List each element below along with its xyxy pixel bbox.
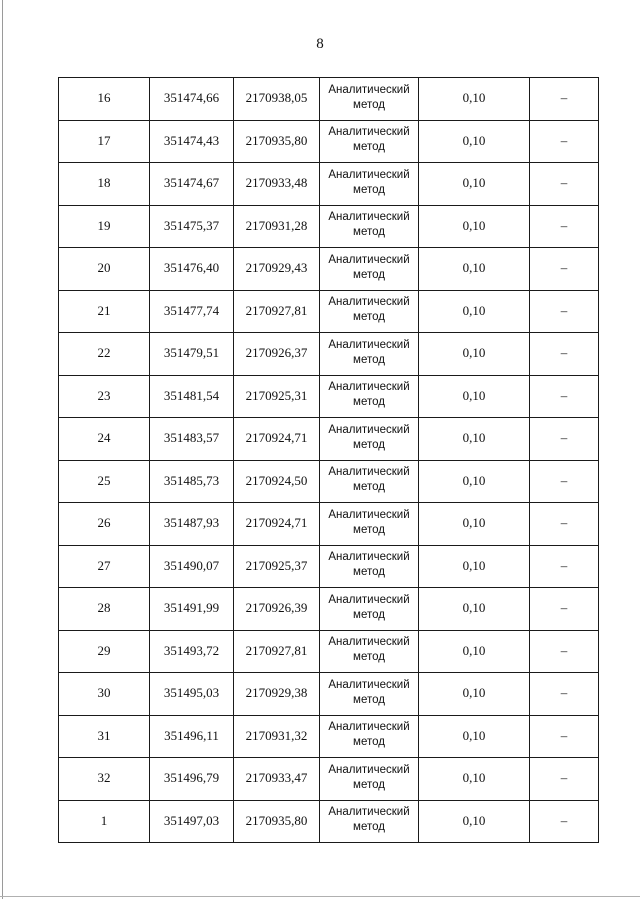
accuracy-cell: 0,10 xyxy=(419,205,530,248)
table-row xyxy=(59,758,599,801)
description-cell: – xyxy=(530,800,599,843)
table-row xyxy=(59,673,599,716)
method-cell xyxy=(320,460,419,503)
x-coordinate-cell: 351475,37 xyxy=(150,205,234,248)
method-cell xyxy=(320,333,419,376)
point-number-cell: 32 xyxy=(59,758,150,801)
point-number-cell: 29 xyxy=(59,630,150,673)
method-line-1: Аналитический xyxy=(328,593,410,606)
point-number-cell: 22 xyxy=(59,333,150,376)
accuracy-cell: 0,10 xyxy=(419,503,530,546)
method-cell xyxy=(320,418,419,461)
accuracy-cell: 0,10 xyxy=(419,758,530,801)
method-line-1: Аналитический xyxy=(328,721,410,734)
method-line-1: Аналитический xyxy=(328,253,410,266)
y-coordinate-cell: 2170931,32 xyxy=(234,715,320,758)
method-cell xyxy=(320,545,419,588)
table-row xyxy=(59,290,599,333)
point-number-cell: 20 xyxy=(59,248,150,291)
method-line-2: метод xyxy=(353,566,385,579)
method-line-1: Аналитический xyxy=(328,636,410,649)
y-coordinate-cell: 2170929,43 xyxy=(234,248,320,291)
description-cell: – xyxy=(530,758,599,801)
point-number-cell: 18 xyxy=(59,163,150,206)
method-cell xyxy=(320,248,419,291)
scan-edge-left xyxy=(2,0,3,899)
point-number-cell: 19 xyxy=(59,205,150,248)
table-row xyxy=(59,630,599,673)
method-line-1: Аналитический xyxy=(328,211,410,224)
y-coordinate-cell: 2170924,50 xyxy=(234,460,320,503)
method-line-2: метод xyxy=(353,141,385,154)
page-number: 8 xyxy=(316,36,324,52)
x-coordinate-cell: 351474,66 xyxy=(150,78,234,121)
table-row xyxy=(59,205,599,248)
method-cell xyxy=(320,205,419,248)
method-cell xyxy=(320,588,419,631)
x-coordinate-cell: 351474,67 xyxy=(150,163,234,206)
method-line-2: метод xyxy=(353,736,385,749)
table-row xyxy=(59,248,599,291)
method-line-2: метод xyxy=(353,821,385,834)
table-row xyxy=(59,333,599,376)
y-coordinate-cell: 2170927,81 xyxy=(234,290,320,333)
y-coordinate-cell: 2170924,71 xyxy=(234,418,320,461)
accuracy-cell: 0,10 xyxy=(419,248,530,291)
method-line-1: Аналитический xyxy=(328,126,410,139)
method-line-2: метод xyxy=(353,608,385,621)
table-row xyxy=(59,120,599,163)
method-line-2: метод xyxy=(353,226,385,239)
accuracy-cell: 0,10 xyxy=(419,163,530,206)
point-number-cell: 1 xyxy=(59,800,150,843)
description-cell: – xyxy=(530,333,599,376)
description-cell: – xyxy=(530,163,599,206)
method-line-2: метод xyxy=(353,183,385,196)
x-coordinate-cell: 351481,54 xyxy=(150,375,234,418)
description-cell: – xyxy=(530,673,599,716)
point-number-cell: 25 xyxy=(59,460,150,503)
x-coordinate-cell: 351474,43 xyxy=(150,120,234,163)
method-line-1: Аналитический xyxy=(328,508,410,521)
method-line-1: Аналитический xyxy=(328,296,410,309)
x-coordinate-cell: 351479,51 xyxy=(150,333,234,376)
accuracy-cell: 0,10 xyxy=(419,630,530,673)
description-cell: – xyxy=(530,120,599,163)
accuracy-cell: 0,10 xyxy=(419,120,530,163)
point-number-cell: 21 xyxy=(59,290,150,333)
method-cell xyxy=(320,673,419,716)
table-row xyxy=(59,375,599,418)
y-coordinate-cell: 2170935,80 xyxy=(234,120,320,163)
method-line-1: Аналитический xyxy=(328,338,410,351)
method-line-2: метод xyxy=(353,778,385,791)
method-cell xyxy=(320,503,419,546)
description-cell: – xyxy=(530,78,599,121)
method-line-2: метод xyxy=(353,311,385,324)
accuracy-cell: 0,10 xyxy=(419,545,530,588)
x-coordinate-cell: 351491,99 xyxy=(150,588,234,631)
y-coordinate-cell: 2170935,80 xyxy=(234,800,320,843)
y-coordinate-cell: 2170929,38 xyxy=(234,673,320,716)
x-coordinate-cell: 351477,74 xyxy=(150,290,234,333)
method-line-2: метод xyxy=(353,268,385,281)
y-coordinate-cell: 2170925,31 xyxy=(234,375,320,418)
method-cell xyxy=(320,120,419,163)
accuracy-cell: 0,10 xyxy=(419,333,530,376)
x-coordinate-cell: 351496,79 xyxy=(150,758,234,801)
accuracy-cell: 0,10 xyxy=(419,460,530,503)
coordinates-table xyxy=(58,77,599,843)
y-coordinate-cell: 2170931,28 xyxy=(234,205,320,248)
table-row xyxy=(59,800,599,843)
description-cell: – xyxy=(530,460,599,503)
method-cell xyxy=(320,630,419,673)
y-coordinate-cell: 2170926,37 xyxy=(234,333,320,376)
scan-edge-bottom xyxy=(0,896,640,897)
x-coordinate-cell: 351485,73 xyxy=(150,460,234,503)
description-cell: – xyxy=(530,248,599,291)
method-line-1: Аналитический xyxy=(328,423,410,436)
description-cell: – xyxy=(530,205,599,248)
description-cell: – xyxy=(530,375,599,418)
y-coordinate-cell: 2170926,39 xyxy=(234,588,320,631)
method-line-2: метод xyxy=(353,651,385,664)
method-line-2: метод xyxy=(353,353,385,366)
method-cell xyxy=(320,290,419,333)
accuracy-cell: 0,10 xyxy=(419,375,530,418)
accuracy-cell: 0,10 xyxy=(419,673,530,716)
y-coordinate-cell: 2170938,05 xyxy=(234,78,320,121)
x-coordinate-cell: 351496,11 xyxy=(150,715,234,758)
table-row xyxy=(59,503,599,546)
description-cell: – xyxy=(530,545,599,588)
table-row xyxy=(59,418,599,461)
description-cell: – xyxy=(530,290,599,333)
method-line-1: Аналитический xyxy=(328,763,410,776)
point-number-cell: 17 xyxy=(59,120,150,163)
x-coordinate-cell: 351487,93 xyxy=(150,503,234,546)
method-cell xyxy=(320,163,419,206)
point-number-cell: 26 xyxy=(59,503,150,546)
method-line-1: Аналитический xyxy=(328,466,410,479)
x-coordinate-cell: 351476,40 xyxy=(150,248,234,291)
point-number-cell: 27 xyxy=(59,545,150,588)
method-line-2: метод xyxy=(353,396,385,409)
coordinates-table-body xyxy=(59,78,599,843)
x-coordinate-cell: 351495,03 xyxy=(150,673,234,716)
point-number-cell: 23 xyxy=(59,375,150,418)
table-row xyxy=(59,715,599,758)
accuracy-cell: 0,10 xyxy=(419,800,530,843)
table-row xyxy=(59,545,599,588)
table-row xyxy=(59,163,599,206)
table-row xyxy=(59,588,599,631)
description-cell: – xyxy=(530,715,599,758)
method-line-2: метод xyxy=(353,438,385,451)
description-cell: – xyxy=(530,588,599,631)
method-line-1: Аналитический xyxy=(328,381,410,394)
y-coordinate-cell: 2170924,71 xyxy=(234,503,320,546)
accuracy-cell: 0,10 xyxy=(419,418,530,461)
method-cell xyxy=(320,800,419,843)
x-coordinate-cell: 351483,57 xyxy=(150,418,234,461)
method-line-2: метод xyxy=(353,98,385,111)
point-number-cell: 28 xyxy=(59,588,150,631)
method-cell xyxy=(320,375,419,418)
method-line-1: Аналитический xyxy=(328,168,410,181)
method-line-2: метод xyxy=(353,481,385,494)
description-cell: – xyxy=(530,503,599,546)
table-row xyxy=(59,460,599,503)
x-coordinate-cell: 351497,03 xyxy=(150,800,234,843)
method-line-2: метод xyxy=(353,693,385,706)
method-cell xyxy=(320,715,419,758)
point-number-cell: 31 xyxy=(59,715,150,758)
x-coordinate-cell: 351493,72 xyxy=(150,630,234,673)
accuracy-cell: 0,10 xyxy=(419,588,530,631)
description-cell: – xyxy=(530,630,599,673)
accuracy-cell: 0,10 xyxy=(419,290,530,333)
point-number-cell: 16 xyxy=(59,78,150,121)
table-row xyxy=(59,78,599,121)
accuracy-cell: 0,10 xyxy=(419,78,530,121)
point-number-cell: 24 xyxy=(59,418,150,461)
accuracy-cell: 0,10 xyxy=(419,715,530,758)
y-coordinate-cell: 2170925,37 xyxy=(234,545,320,588)
method-line-1: Аналитический xyxy=(328,83,410,96)
method-line-1: Аналитический xyxy=(328,678,410,691)
method-line-1: Аналитический xyxy=(328,806,410,819)
method-line-1: Аналитический xyxy=(328,551,410,564)
x-coordinate-cell: 351490,07 xyxy=(150,545,234,588)
point-number-cell: 30 xyxy=(59,673,150,716)
y-coordinate-cell: 2170927,81 xyxy=(234,630,320,673)
method-line-2: метод xyxy=(353,523,385,536)
description-cell: – xyxy=(530,418,599,461)
y-coordinate-cell: 2170933,48 xyxy=(234,163,320,206)
y-coordinate-cell: 2170933,47 xyxy=(234,758,320,801)
method-cell xyxy=(320,78,419,121)
method-cell xyxy=(320,758,419,801)
